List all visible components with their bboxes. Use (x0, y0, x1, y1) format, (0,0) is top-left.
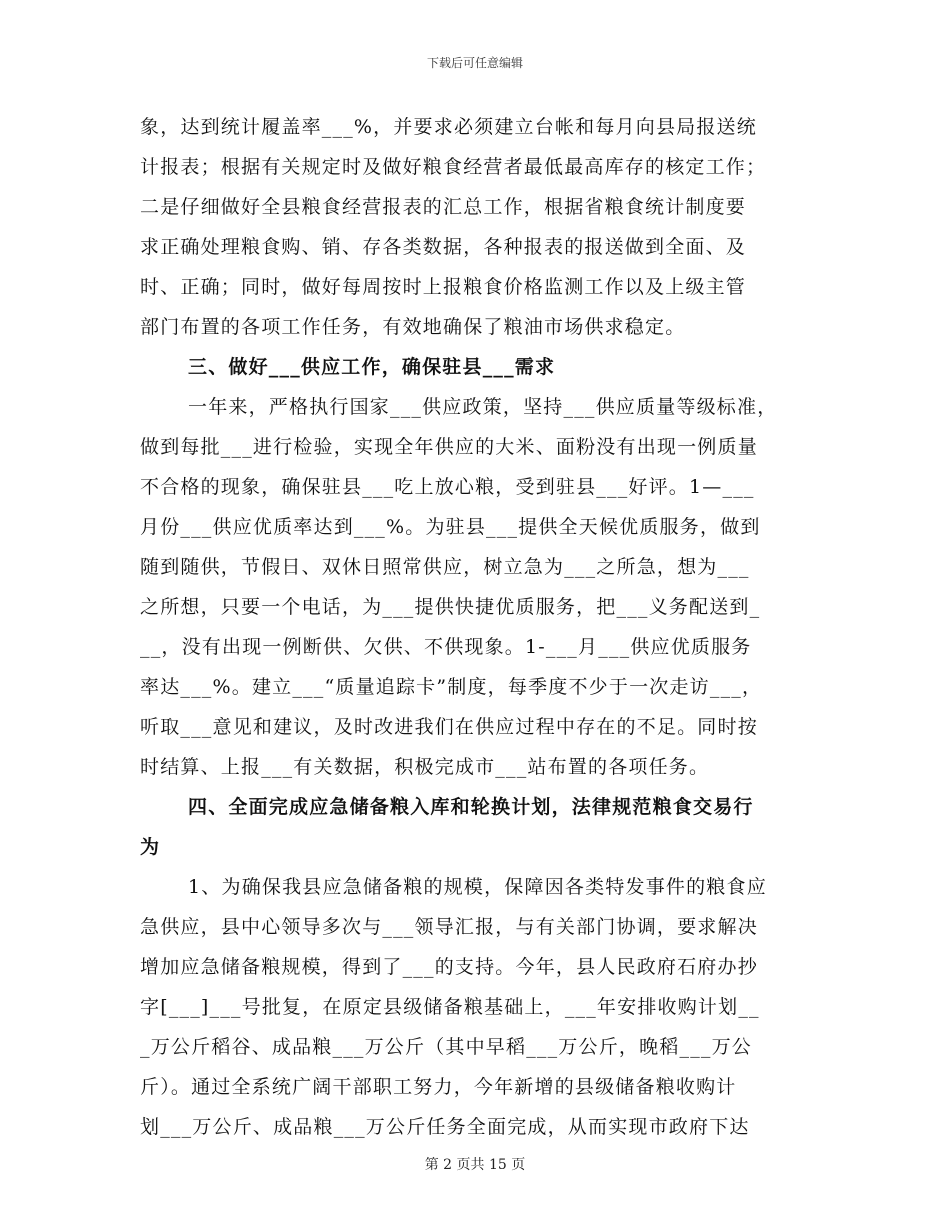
section-heading-line: 三、做好___供应工作，确保驻县___需求 (188, 356, 556, 378)
paragraph-line: 时结算、上报___有关数据，积极完成市___站布置的各项任务。 (140, 756, 710, 778)
paragraph-line: 求正确处理粮食购、销、存各类数据，各种报表的报送做到全面、及 (140, 236, 747, 258)
paragraph-line: 急供应，县中心领导多次与___领导汇报，与有关部门协调，要求解决 (140, 916, 758, 938)
paragraph-line: 划___万公斤、成品粮___万公斤任务全面完成，从而实现市政府下达 (140, 1116, 750, 1138)
paragraph-line: 1、为确保我县应急储备粮的规模，保障因各类特发事件的粮食应 (188, 876, 767, 898)
page-header: 下载后可任意编辑 (426, 56, 523, 70)
paragraph-line: _万公斤稻谷、成品粮___万公斤（其中早稻___万公斤，晚稻___万公 (140, 1036, 753, 1058)
section-heading-line: 为 (140, 836, 161, 858)
paragraph-line: 象，达到统计履盖率___%，并要求必须建立台帐和每月向县局报送统 (140, 116, 757, 138)
paragraph-line: 计报表；根据有关规定时及做好粮食经营者最低最高库存的核定工作； (140, 156, 767, 178)
paragraph-line: 之所想，只要一个电话，为___提供快捷优质服务，把___义务配送到_ (140, 596, 761, 618)
paragraph-line: 字[___]___号批复，在原定县级储备粮基础上，___年安排收购计划__ (140, 996, 760, 1018)
paragraph-line: 听取___意见和建议，及时改进我们在供应过程中存在的不足。同时按 (140, 716, 758, 738)
paragraph-line: 二是仔细做好全县粮食经营报表的汇总工作，根据省粮食统计制度要 (140, 196, 747, 218)
page-footer: 第 2 页共 15 页 (424, 1157, 526, 1173)
paragraph-line: 不合格的现象，确保驻县___吃上放心粮，受到驻县___好评。1—___ (140, 476, 755, 498)
paragraph-line: 斤）。通过全系统广阔干部职工努力，今年新增的县级储备粮收购计 (140, 1076, 737, 1098)
paragraph-line: __，没有出现一例断供、欠供、不供现象。1-___月___供应优质服务 (140, 636, 752, 658)
paragraph-line: 部门布置的各项工作任务，有效地确保了粮油市场供求稳定。 (140, 316, 686, 338)
section-heading-line: 四、全面完成应急储备粮入库和轮换计划，法律规范粮食交易行 (188, 796, 754, 818)
paragraph-line: 时、正确；同时，做好每周按时上报粮食价格监测工作以及上级主管 (140, 276, 747, 298)
paragraph-line: 增加应急储备粮规模，得到了___的支持。今年，县人民政府石府办抄 (140, 956, 758, 978)
paragraph-line: 率达___%。建立___“质量追踪卡”制度，每季度不少于一次走访___， (140, 676, 763, 698)
paragraph-line: 月份___供应优质率达到___%。为驻县___提供全天候优质服务，做到 (140, 516, 761, 538)
paragraph-line: 做到每批___进行检验，实现全年供应的大米、面粉没有出现一例质量 (140, 436, 758, 458)
paragraph-line: 一年来，严格执行国家___供应政策，坚持___供应质量等级标准， (188, 396, 778, 418)
document-body (140, 107, 810, 1147)
paragraph-line: 随到随供，节假日、双休日照常供应，树立急为___之所急，想为___ (140, 556, 750, 578)
